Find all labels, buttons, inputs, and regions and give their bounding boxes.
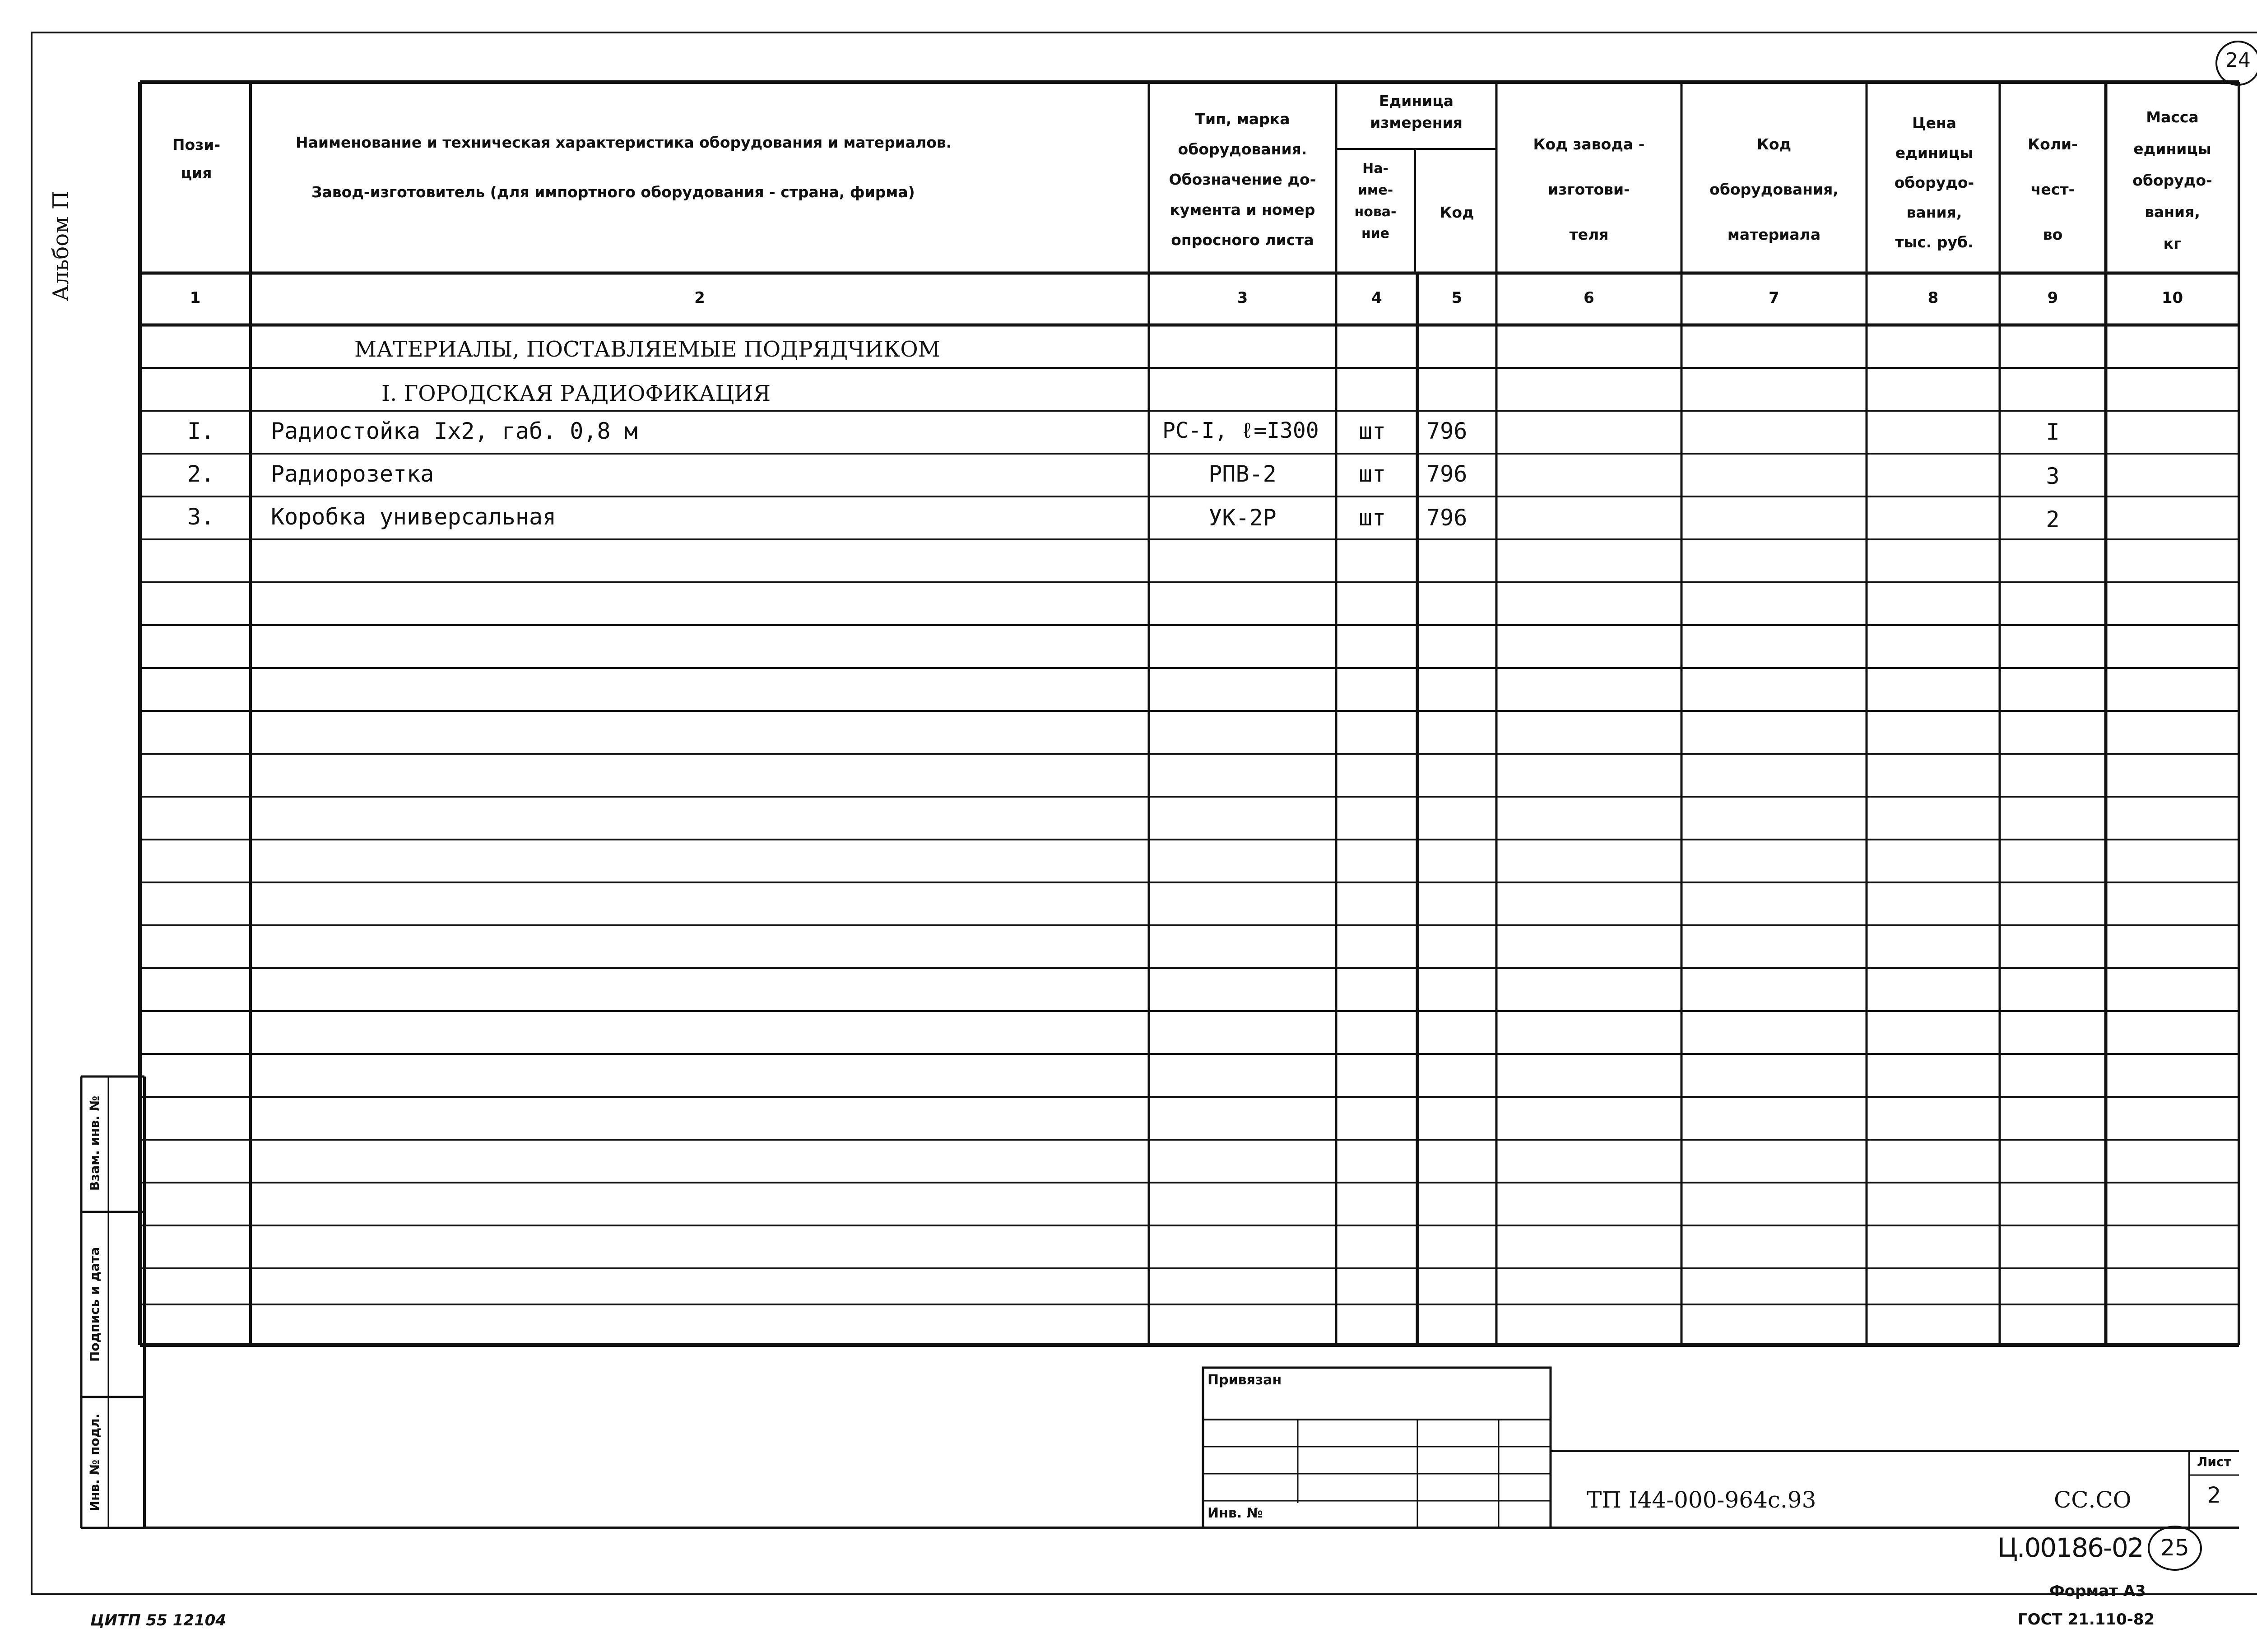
header-plant-code: Код завода - изготови- теля	[1533, 135, 1645, 243]
handwritten-code: Ц.00186-02	[1997, 1532, 2143, 1563]
table-row-code: 796	[1426, 505, 1468, 531]
header-position: Пози- ция	[172, 136, 221, 182]
table-row-quantity: I	[2046, 419, 2060, 445]
document-mark: СС.СО	[2054, 1487, 2132, 1513]
table-row-code: 796	[1426, 461, 1468, 487]
column-number: 5	[1451, 289, 1463, 307]
gost-label: ГОСТ 21.110-82	[2018, 1610, 2155, 1629]
format-label: Формат А3	[2049, 1582, 2146, 1600]
header-mass: Масса единицы оборудо- вания, кг	[2132, 108, 2212, 252]
table-row-unit: шт	[1359, 461, 1386, 487]
table-row-type: УК-2Р	[1208, 505, 1277, 531]
section-title: МАТЕРИАЛЫ, ПОСТАВЛЯЕМЫЕ ПОДРЯДЧИКОМ	[354, 337, 940, 362]
circle-number: 25	[2160, 1535, 2189, 1561]
table-row-position: 3.	[187, 504, 215, 530]
column-number: 10	[2161, 289, 2183, 307]
column-number: 8	[1927, 289, 1939, 307]
footer-left: ЦИТП 55 12104	[90, 1611, 226, 1629]
table-row-name: Радиостойка Iх2, габ. 0,8 м	[271, 418, 638, 444]
column-number: 7	[1769, 289, 1779, 307]
column-number: 4	[1371, 289, 1382, 307]
header-unit-name: На- име- нова- ние	[1354, 161, 1397, 241]
header-type: Тип, марка оборудования. Обозначение до- кумента и номер опросного листа	[1169, 110, 1316, 249]
table-row-code: 796	[1426, 418, 1468, 444]
header-name-line2: Завод-изготовитель (для импортного оборудования - страна, фирма)	[311, 183, 915, 201]
header-unit-group: Единица измерения	[1370, 92, 1463, 131]
column-number: 9	[2047, 289, 2058, 307]
table-row-name: Коробка универсальная	[271, 504, 557, 530]
header-price: Цена единицы оборудо- вания, тыс. руб.	[1894, 114, 1974, 251]
signature-date-label: Подпись и дата	[87, 1247, 102, 1362]
table-row-type: РС-I, ℓ=I300	[1162, 418, 1319, 443]
header-equipment-code: Код оборудования, материала	[1709, 135, 1839, 243]
table-row-quantity: 2	[2046, 506, 2060, 533]
table-row-unit: шт	[1359, 418, 1386, 444]
table-row-quantity: 3	[2046, 463, 2060, 489]
column-number: 3	[1237, 289, 1248, 307]
album-label: Альбом П	[48, 190, 74, 302]
header-quantity: Коли- чест- во	[2028, 135, 2078, 243]
sheet-label: Лист	[2197, 1454, 2231, 1469]
orig-inv-label: Инв. № подл.	[87, 1413, 102, 1512]
column-number: 6	[1584, 289, 1594, 307]
table-row-unit: шт	[1359, 505, 1386, 531]
linked-label: Привязан	[1207, 1372, 1282, 1388]
column-number: 1	[190, 289, 201, 307]
header-unit-code: Код	[1440, 204, 1474, 221]
column-number: 2	[694, 289, 705, 307]
subsection-title: I. ГОРОДСКАЯ РАДИОФИКАЦИЯ	[381, 381, 771, 406]
table-row-position: 2.	[187, 461, 215, 487]
header-name-line1: Наименование и техническая характеристика оборудования и материалов.	[296, 134, 952, 151]
table-row-name: Радиорозетка	[271, 461, 434, 487]
table-row-position: I.	[187, 418, 215, 444]
sheet-number: 2	[2207, 1483, 2221, 1508]
table-row-type: РПВ-2	[1208, 461, 1277, 487]
page-number: 24	[2225, 49, 2251, 72]
replace-inv-label: Взам. инв. №	[87, 1095, 102, 1191]
inv-no-label: Инв. №	[1207, 1505, 1263, 1521]
document-code: ТП I44-000-964с.93	[1587, 1487, 1816, 1513]
